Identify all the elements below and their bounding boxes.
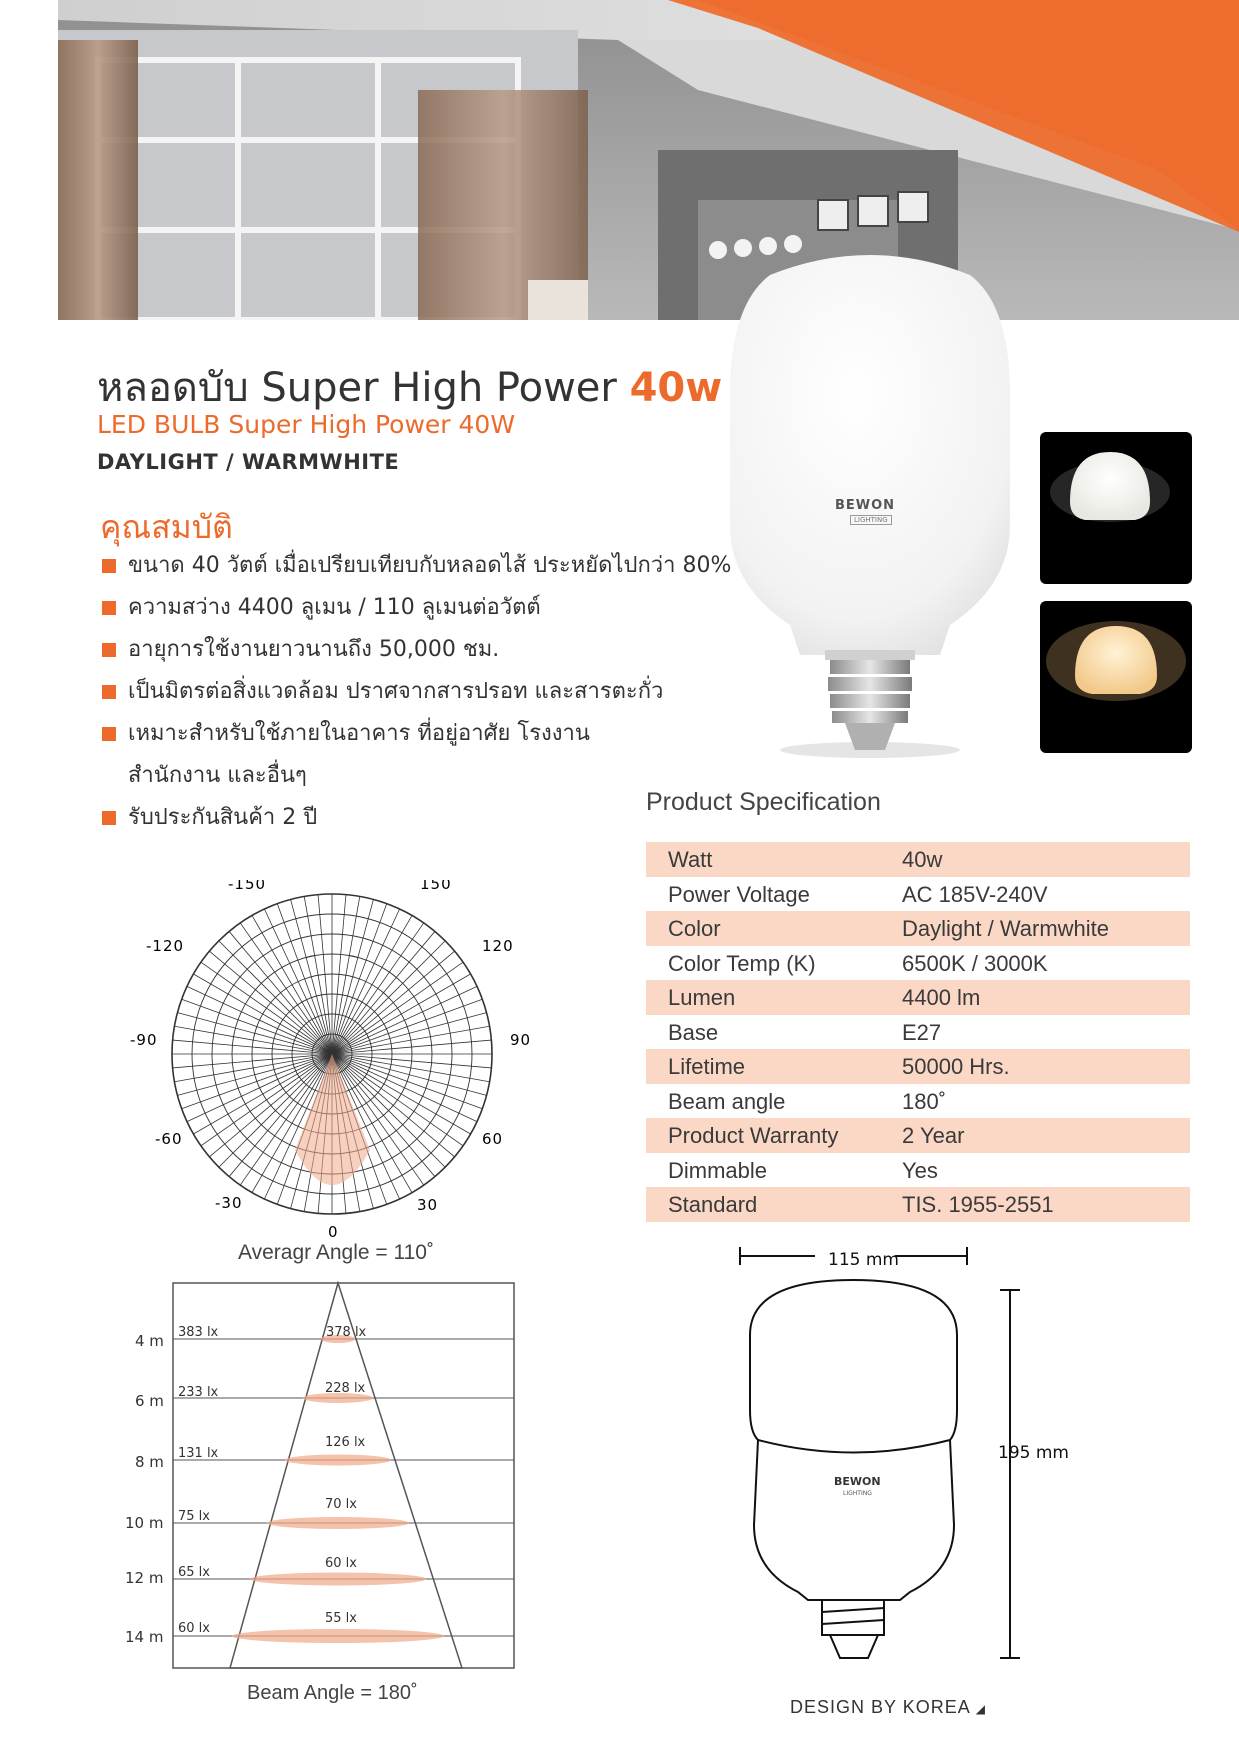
polar-distribution-diagram (120, 880, 540, 1260)
polar-label-zero: 0 (328, 1223, 339, 1241)
spec-row: Lifetime 50000 Hrs. (646, 1049, 1190, 1084)
distance-label: 10 m (125, 1514, 164, 1532)
feature-item: อายุการใช้งานยาวนานถึง 50,000 ชม. (100, 635, 760, 677)
spec-row: Lumen 4400 lm (646, 980, 1190, 1015)
polar-label-p120: 120 (482, 937, 514, 955)
lux-left: 60 lx (178, 1621, 210, 1636)
height-label: 195 mm (998, 1443, 1069, 1463)
width-label: 115 mm (828, 1250, 899, 1270)
polar-label-p30: 30 (417, 1196, 439, 1214)
spec-row: Watt 40w (646, 842, 1190, 877)
warmwhite-swatch (1040, 601, 1192, 753)
feature-item: เป็นมิตรต่อสิ่งแวดล้อม ปราศจากสารปรอท และสารตะกั่ว (100, 677, 760, 719)
spec-row: Standard TIS. 1955-2551 (646, 1187, 1190, 1222)
title-english: LED BULB Super High Power 40W (97, 410, 516, 439)
beam-disc (267, 1517, 409, 1529)
beam-lobe (295, 1054, 370, 1185)
arrow-icon: ◢ (975, 1702, 986, 1716)
polar-label-m60: -60 (155, 1130, 183, 1148)
orange-bullet-icon (102, 685, 116, 699)
polar-label-p60: 60 (482, 1130, 504, 1148)
lux-center: 228 lx (325, 1381, 366, 1396)
polar-spoke (177, 1013, 332, 1054)
polar-label-m150: -150 (228, 880, 267, 893)
distance-label: 6 m (135, 1392, 164, 1410)
polar-spoke (332, 1013, 487, 1054)
polar-label-p150: 150 (420, 880, 452, 893)
beam-disc (285, 1455, 391, 1466)
lux-center: 126 lx (325, 1435, 366, 1450)
brand-name: BEWON (835, 498, 896, 513)
drawing-brand: BEWON (834, 1475, 881, 1488)
feature-item-continuation: สำนักงาน และอื่นๆ (128, 763, 307, 788)
spec-row: Beam angle 180˚ (668, 1088, 947, 1114)
features-heading: คุณสมบัติ (100, 508, 233, 546)
spec-row: Dimmable Yes (668, 1157, 938, 1183)
lux-center: 55 lx (325, 1611, 357, 1626)
orange-bullet-icon (102, 643, 116, 657)
hero-room-photo (58, 0, 1239, 320)
spec-table (646, 842, 1190, 1222)
distance-label: 14 m (125, 1628, 164, 1646)
daylight-swatch (1040, 432, 1192, 584)
color-variants-subtitle: DAYLIGHT / WARMWHITE (97, 450, 400, 474)
dimension-drawing (730, 1240, 1090, 1660)
polar-spoke (332, 899, 373, 1054)
spec-title: Product Specification (646, 788, 881, 816)
distance-label: 4 m (135, 1332, 164, 1350)
lux-center: 70 lx (325, 1497, 357, 1512)
feature-item: เหมาะสำหรับใช้ภายในอาคาร ที่อยู่อาศัย โรงงาน (100, 719, 760, 761)
beam-disc (250, 1573, 426, 1586)
spec-row: Power Voltage AC 185V-240V (668, 881, 1048, 907)
feature-item: ขนาด 40 วัตต์ เมื่อเปรียบเทียบกับหลอดไส้ ประหยัดไปกว่า 80% (100, 551, 760, 593)
polar-caption: Averagr Angle = 110˚ (238, 1241, 434, 1264)
beam-caption: Beam Angle = 180˚ (247, 1682, 418, 1704)
distance-label: 8 m (135, 1453, 164, 1471)
feature-item: ความสว่าง 4400 ลูเมน / 110 ลูเมนต่อวัตต์ (100, 593, 760, 635)
spec-row: Product Warranty 2 Year (646, 1118, 1190, 1153)
orange-bullet-icon (102, 601, 116, 615)
feature-item: รับประกันสินค้า 2 ปี (100, 803, 760, 845)
lux-left: 75 lx (178, 1509, 210, 1524)
spec-row: Base E27 (668, 1019, 942, 1045)
lux-left: 383 lx (178, 1325, 219, 1340)
polar-spoke (177, 1054, 332, 1095)
title-thai: หลอดบับ Super High Power (97, 365, 630, 411)
spec-row: Color Temp (K) 6500K / 3000K (668, 950, 1048, 976)
bulb-brand-sub: LIGHTING (850, 515, 892, 525)
orange-bullet-icon (102, 811, 116, 825)
polar-spoke (291, 899, 332, 1054)
lux-left: 65 lx (178, 1565, 210, 1580)
polar-label-p90: 90 (510, 1031, 532, 1049)
drawing-brand-sub: LIGHTING (843, 1490, 872, 1497)
lux-center: 378 lx (326, 1325, 367, 1340)
lux-left: 131 lx (178, 1446, 219, 1461)
bulb-brand-logo (835, 498, 895, 513)
polar-label-m90: -90 (130, 1031, 158, 1049)
footer-design-note: DESIGN BY KOREA ◢ (790, 1697, 986, 1717)
polar-label-m30: -30 (215, 1194, 243, 1212)
orange-bullet-icon (102, 727, 116, 741)
polar-spoke (332, 1054, 487, 1095)
polar-label-m120: -120 (146, 937, 185, 955)
lux-center: 60 lx (325, 1556, 357, 1571)
orange-bullet-icon (102, 559, 116, 573)
beam-disc (232, 1629, 444, 1643)
title-watt: 40w (629, 365, 723, 411)
lux-left: 233 lx (178, 1385, 219, 1400)
spec-row: Color Daylight / Warmwhite (646, 911, 1190, 946)
illuminance-chart (120, 1280, 520, 1670)
distance-label: 12 m (125, 1569, 164, 1587)
